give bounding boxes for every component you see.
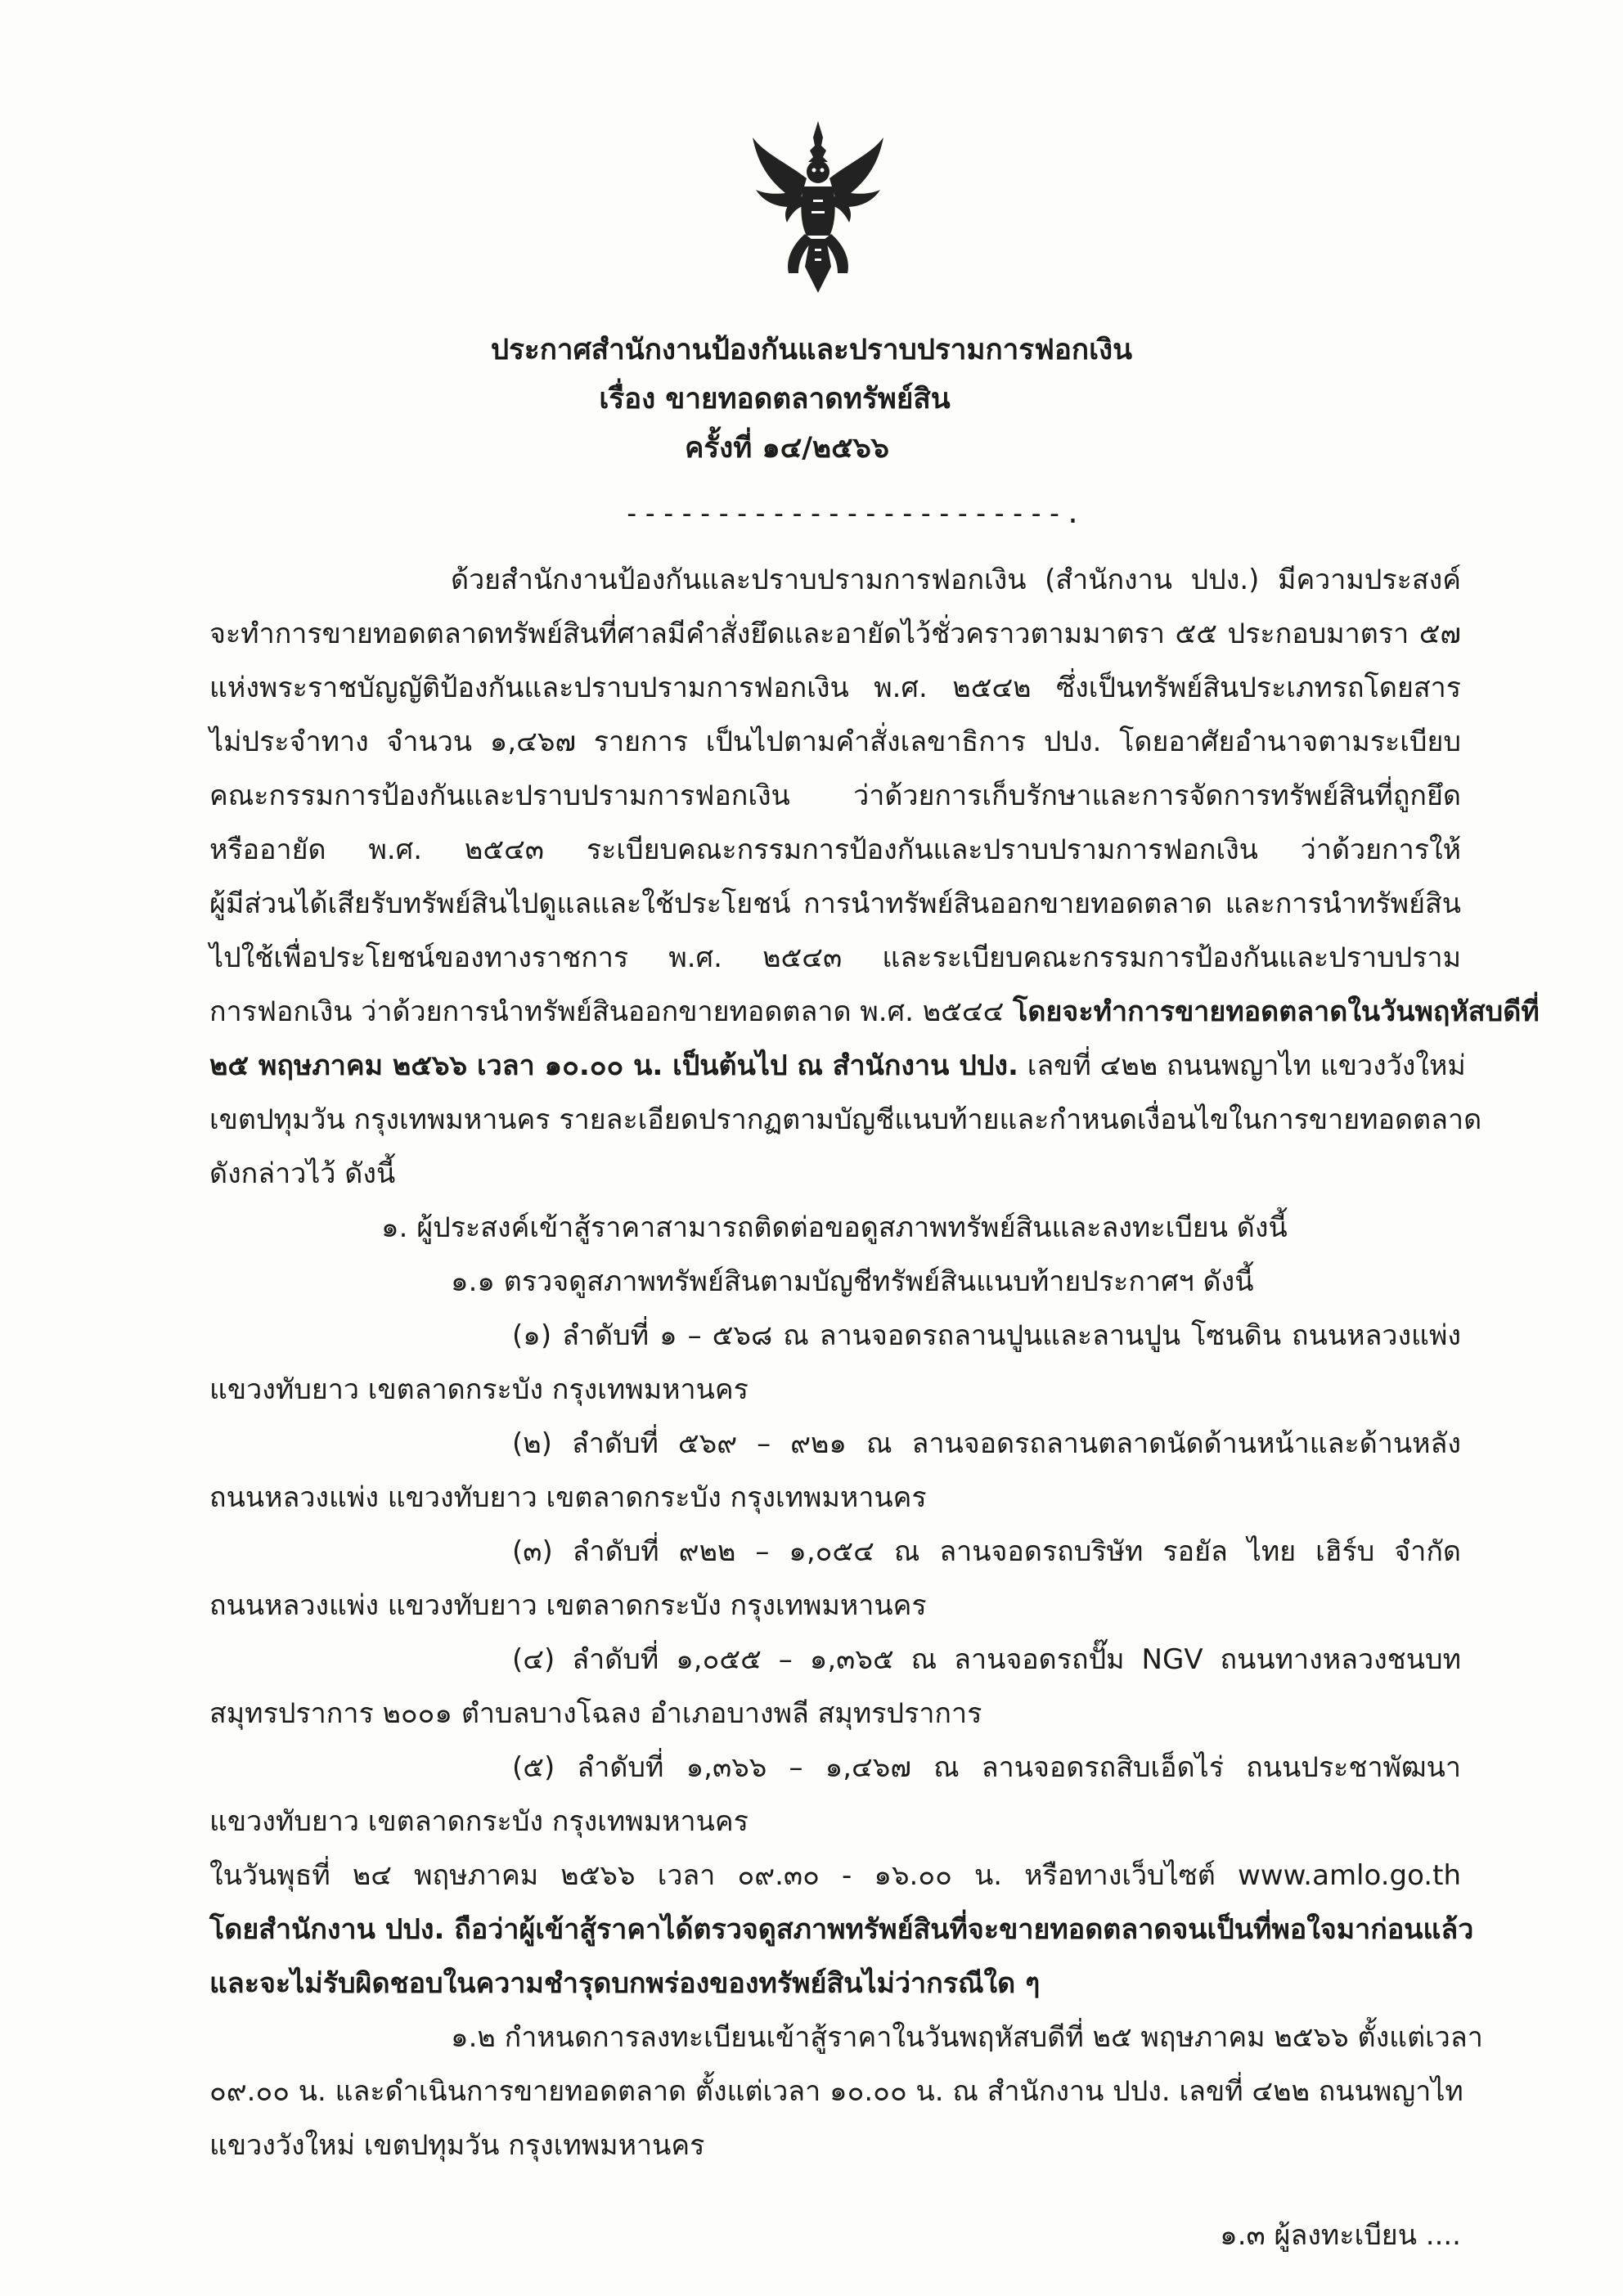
section-item-1-2: แขวงวังใหม่ เขตปทุมวัน กรุงเทพมหานคร	[209, 2129, 705, 2162]
disclaimer-text: โดยสำนักงาน ปปง. ถือว่าผู้เข้าสู้ราคาได้ตรวจดูสภาพทรัพย์สินที่จะขายทอดตลาดจนเป็นที่พอใจมาก่อนแล้ว	[209, 1913, 1474, 1946]
disclaimer-text: และจะไม่รับผิดชอบในความชำรุดบกพร่องของทรัพย์สินไม่ว่ากรณีใด ๆ	[209, 1967, 1041, 2000]
location-line: (๒) ลำดับที่ ๕๖๙ – ๙๒๑ ณ ลานจอดรถลานตลาดนัดด้านหน้าและด้านหลัง	[512, 1427, 1461, 1460]
intro-line: ดังกล่าวไว้ ดังนี้	[209, 1157, 396, 1190]
section-item-1-1: ๑.๑ ตรวจดูสภาพทรัพย์สินตามบัญชีทรัพย์สินแนบท้ายประกาศฯ ดังนี้	[451, 1265, 1254, 1298]
location-line: ถนนหลวงแพ่ง แขวงทับยาว เขตลาดกระบัง กรุงเทพมหานคร	[209, 1589, 927, 1622]
intro-line: ผู้มีส่วนได้เสียรับทรัพย์สินไปดูแลและใช้ประโยชน์ การนำทรัพย์สินออกขายทอดตลาด และการนำทรัพย์สิน	[209, 887, 1461, 920]
header-separator: ------------------------.	[623, 497, 1083, 530]
announcement-number: ครั้งที่ ๑๔/๒๕๖๖	[684, 432, 890, 465]
auction-date-emphasis: ๒๕ พฤษภาคม ๒๕๖๖ เวลา ๑๐.๐๐ น. เป็นต้นไป ณ สำนักงาน ปปง.	[209, 1049, 1018, 1082]
disclaimer-line	[209, 1957, 1461, 2011]
intro-line: จะทำการขายทอดตลาดทรัพย์สินที่ศาลมีคำสั่งยึดและอายัดไว้ชั่วคราวตามมาตรา ๕๕ ประกอบมาตรา ๕๗	[209, 618, 1461, 650]
intro-line: ไม่ประจำทาง จำนวน ๑,๔๖๗ รายการ เป็นไปตามคำสั่งเลขาธิการ ปปง. โดยอาศัยอำนาจตามระเบียบ	[209, 726, 1461, 758]
location-line: ถนนหลวงแพ่ง แขวงทับยาว เขตลาดกระบัง กรุงเทพมหานคร	[209, 1481, 927, 1514]
announcement-title: ประกาศสำนักงานป้องกันและปราบปรามการฟอกเงิน	[490, 334, 1133, 366]
announcement-subject: เรื่อง ขายทอดตลาดทรัพย์สิน	[599, 383, 951, 416]
intro-line: เขตปทุมวัน กรุงเทพมหานคร รายละเอียดปรากฏตามบัญชีแนบท้ายและกำหนดเงื่อนไขในการขายทอดตลาด	[209, 1103, 1482, 1136]
section-item-1-2: ๐๙.๐๐ น. และดำเนินการขายทอดตลาด ตั้งแต่เวลา ๑๐.๐๐ น. ณ สำนักงาน ปปง. เลขที่ ๔๒๒ ถนนพญาไท	[209, 2075, 1463, 2108]
intro-line: แห่งพระราชบัญญัติป้องกันและปราบปรามการฟอกเงิน พ.ศ. ๒๕๔๒ ซึ่งเป็นทรัพย์สินประเภทรถโดยสาร	[209, 672, 1461, 704]
viewing-time: ในวันพุธที่ ๒๔ พฤษภาคม ๒๕๖๖ เวลา ๐๙.๓๐ - ๑๖.๐๐ น. หรือทางเว็บไซต์ www.amlo.go.th	[209, 1859, 1461, 1892]
location-line: (๕) ลำดับที่ ๑,๓๖๖ – ๑,๔๖๗ ณ ลานจอดรถสิบเอ็ดไร่ ถนนประชาพัฒนา	[512, 1751, 1461, 1784]
intro-text: การฟอกเงิน ว่าด้วยการนำทรัพย์สินออกขายทอดตลาด พ.ศ. ๒๕๔๔	[209, 995, 1014, 1028]
document-body	[209, 553, 1540, 2262]
location-line: (๑) ลำดับที่ ๑ – ๕๖๘ ณ ลานจอดรถลานปูนและลานปูน โซนดิน ถนนหลวงแพ่ง	[512, 1319, 1461, 1352]
location-line: แขวงทับยาว เขตลาดกระบัง กรุงเทพมหานคร	[209, 1805, 749, 1838]
location-line: (๓) ลำดับที่ ๙๒๒ – ๑,๐๕๔ ณ ลานจอดรถบริษัท รอยัล ไทย เฮิร์บ จำกัด	[512, 1535, 1461, 1568]
intro-line: ไปใช้เพื่อประโยชน์ของทางราชการ พ.ศ. ๒๕๔๓ และระเบียบคณะกรรมการป้องกันและปราบปราม	[209, 941, 1461, 974]
intro-line	[209, 985, 1540, 1039]
intro-line: คณะกรรมการป้องกันและปราบปรามการฟอกเงิน ว่าด้วยการเก็บรักษาและการจัดการทรัพย์สินที่ถูกยึด	[209, 780, 1461, 812]
intro-line	[209, 1039, 1466, 1093]
disclaimer-line	[209, 1903, 1474, 1957]
document-header	[0, 326, 1623, 473]
intro-line: หรืออายัด พ.ศ. ๒๕๔๓ ระเบียบคณะกรรมการป้องกันและปราบปรามการฟอกเงิน ว่าด้วยการให้	[209, 833, 1461, 866]
intro-text: เลขที่ ๔๒๒ ถนนพญาไท แขวงวังใหม่	[1018, 1049, 1466, 1082]
location-line: แขวงทับยาว เขตลาดกระบัง กรุงเทพมหานคร	[209, 1373, 749, 1406]
intro-line: ด้วยสำนักงานป้องกันและปราบปรามการฟอกเงิน (สำนักงาน ปปง.) มีความประสงค์	[451, 564, 1461, 596]
garuda-emblem-icon	[753, 121, 883, 293]
location-line: (๔) ลำดับที่ ๑,๐๕๕ – ๑,๓๖๕ ณ ลานจอดรถปั๊ม NGV ถนนทางหลวงชนบท	[512, 1643, 1461, 1676]
section-item-1: ๑. ผู้ประสงค์เข้าสู้ราคาสามารถติดต่อขอดูสภาพทรัพย์สินและลงทะเบียน ดังนี้	[381, 1211, 1288, 1244]
auction-date-emphasis: โดยจะทำการขายทอดตลาดในวันพฤหัสบดีที่	[1013, 995, 1540, 1028]
section-item-1-2: ๑.๒ กำหนดการลงทะเบียนเข้าสู้ราคาในวันพฤหัสบดีที่ ๒๕ พฤษภาคม ๒๕๖๖ ตั้งแต่เวลา	[451, 2021, 1483, 2054]
continuation-marker: ๑.๓ ผู้ลงทะเบียน ....	[1220, 2219, 1461, 2252]
location-line: สมุทรปราการ ๒๐๐๑ ตำบลบางโฉลง อำเภอบางพลี สมุทรปราการ	[209, 1697, 982, 1730]
